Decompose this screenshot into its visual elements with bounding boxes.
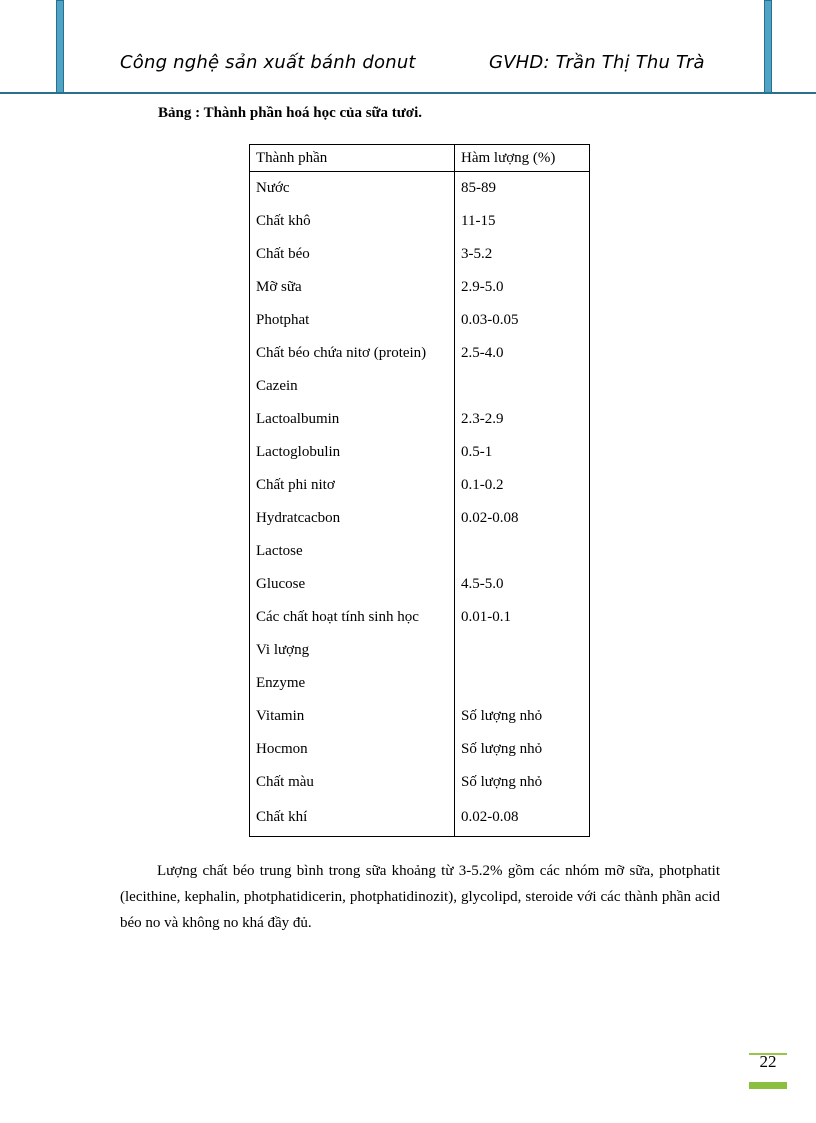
component-cell: Cazein [250, 370, 455, 403]
table-body [250, 172, 590, 837]
table-row [250, 403, 590, 436]
content-cell: 2.3-2.9 [455, 403, 590, 436]
left-header-bar [56, 0, 64, 94]
component-cell: Enzyme [250, 667, 455, 700]
component-cell: Vitamin [250, 700, 455, 733]
table-row [250, 370, 590, 403]
table-row [250, 271, 590, 304]
content-cell: 0.01-0.1 [455, 601, 590, 634]
table-row [250, 634, 590, 667]
table-row [250, 502, 590, 535]
table-row [250, 766, 590, 799]
table-row [250, 172, 590, 206]
component-cell: Các chất hoạt tính sinh học [250, 601, 455, 634]
component-cell: Photphat [250, 304, 455, 337]
component-cell: Vi lượng [250, 634, 455, 667]
table-row [250, 304, 590, 337]
column-header-content: Hàm lượng (%) [455, 145, 590, 172]
content-cell: Số lượng nhỏ [455, 700, 590, 733]
component-cell: Glucose [250, 568, 455, 601]
table-row [250, 568, 590, 601]
right-header-bar [764, 0, 772, 94]
table-row [250, 238, 590, 271]
content-cell: 11-15 [455, 205, 590, 238]
header-supervisor: GVHD: Trần Thị Thu Trà [489, 52, 705, 73]
content-cell: 0.02-0.08 [455, 502, 590, 535]
table-row [250, 667, 590, 700]
content-cell [455, 634, 590, 667]
table-row [250, 601, 590, 634]
component-cell: Hocmon [250, 733, 455, 766]
content-cell [455, 535, 590, 568]
component-cell: Lactoalbumin [250, 403, 455, 436]
component-cell: Chất màu [250, 766, 455, 799]
content-cell: Số lượng nhỏ [455, 766, 590, 799]
table-row [250, 799, 590, 837]
composition-table [249, 144, 590, 837]
content-cell: 0.02-0.08 [455, 799, 590, 837]
component-cell: Mỡ sữa [250, 271, 455, 304]
component-cell: Chất béo [250, 238, 455, 271]
header-rule [0, 92, 816, 94]
content-cell: 0.03-0.05 [455, 304, 590, 337]
component-cell: Nước [250, 172, 455, 206]
table-row [250, 733, 590, 766]
page-number: 22 [759, 1052, 777, 1071]
content-cell: 2.5-4.0 [455, 337, 590, 370]
table-caption: Bảng : Thành phần hoá học của sữa tươi. [158, 105, 423, 121]
table-row [250, 700, 590, 733]
page-number-bottom-bar [749, 1082, 787, 1089]
component-cell: Hydratcacbon [250, 502, 455, 535]
table-header-row [250, 145, 590, 172]
component-cell: Lactoglobulin [250, 436, 455, 469]
component-cell: Chất khô [250, 205, 455, 238]
component-cell: Chất phi nitơ [250, 469, 455, 502]
content-cell: 3-5.2 [455, 238, 590, 271]
table-row [250, 337, 590, 370]
table-row [250, 436, 590, 469]
component-cell: Chất béo chứa nitơ (protein) [250, 337, 455, 370]
table-row [250, 469, 590, 502]
table-row [250, 535, 590, 568]
content-cell [455, 370, 590, 403]
content-cell: 0.5-1 [455, 436, 590, 469]
content-cell: 85-89 [455, 172, 590, 206]
content-cell [455, 667, 590, 700]
content-cell: 0.1-0.2 [455, 469, 590, 502]
body-paragraph [120, 858, 720, 936]
content-cell: 2.9-5.0 [455, 271, 590, 304]
header-title: Công nghệ sản xuất bánh donut [120, 52, 416, 73]
content-cell: Số lượng nhỏ [455, 733, 590, 766]
content-cell: 4.5-5.0 [455, 568, 590, 601]
paragraph-text: Lượng chất béo trung bình trong sữa khoảng từ 3-5.2% gồm các nhóm mỡ sữa, photphatit (lecithine, kephalin, photphatidicerin, photphatidinozit), glycolipd, steroide với các thành phần acid béo no và không no khá đầy đủ. [120, 863, 720, 931]
column-header-component: Thành phần [250, 145, 455, 172]
component-cell: Chất khí [250, 799, 455, 837]
table-row [250, 205, 590, 238]
component-cell: Lactose [250, 535, 455, 568]
